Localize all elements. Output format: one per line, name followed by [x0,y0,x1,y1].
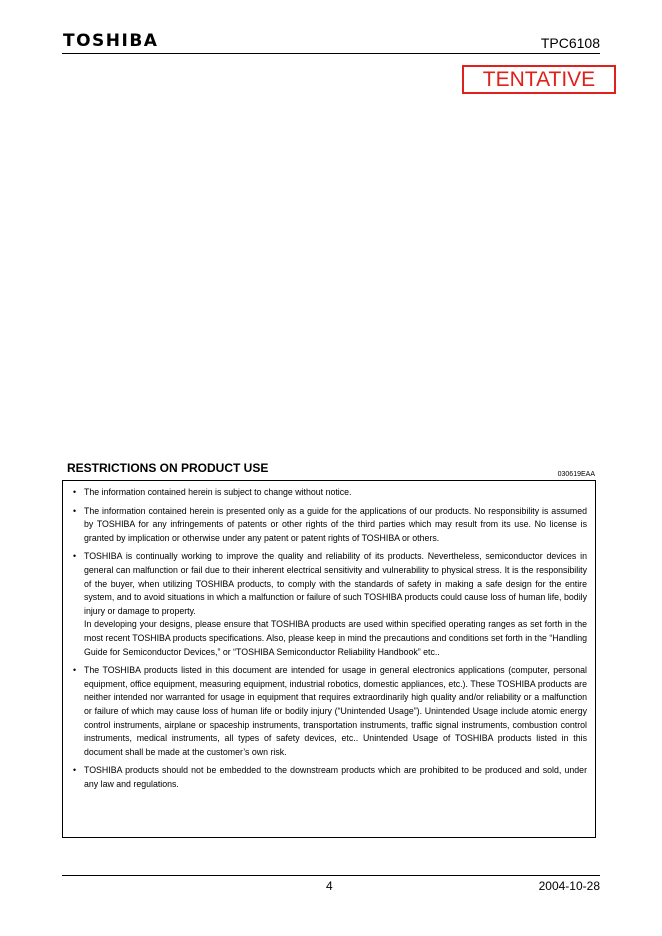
bullet-icon: • [73,765,77,776]
restrictions-box [62,480,596,838]
bullet-icon: • [73,551,77,562]
footer-divider [62,875,600,876]
bullet-icon: • [73,487,77,497]
restriction-item [73,486,587,500]
restriction-item [73,664,587,759]
restriction-text: The information contained herein is subject to change without notice. [84,487,352,497]
bullet-icon: • [73,665,77,676]
document-date: 2004-10-28 [538,879,600,893]
bullet-icon: • [73,505,77,516]
restriction-item [73,764,587,791]
restriction-text: The TOSHIBA products listed in this document are intended for usage in general electronics applications (computer, personal equipment, office equipment, measuring equipment, industrial robotics, domestic appliances, etc.). These TOSHIBA products are neither intended nor warranted for usage in equipment that requires extraordinarily high quality and/or reliability or a malfunction or failure of which may cause loss of human life or bodily injury (“Unintended Usage”). Unintended Usage include atomic energy control instruments, airplane or spaceship instruments, transportation instruments, traffic signal instruments, combustion control instruments, medical instruments, all types of safety devices, etc.. Unintended Usage of TOSHIBA products listed in this document shall be made at the customer’s own risk. [84,665,587,757]
restriction-text: TOSHIBA products should not be embedded to the downstream products which are prohibited to be produced and sold, under any law and regulations. [84,765,587,789]
restrictions-title: RESTRICTIONS ON PRODUCT USE [67,461,269,475]
tentative-stamp: TENTATIVE [462,65,616,94]
restriction-item [73,550,587,659]
header-divider [62,53,600,54]
restriction-text: TOSHIBA is continually working to improve the quality and reliability of its products. Nevertheless, semiconductor devices in general can malfunction or fail due to their inherent electrical sensitivity and vulnerability to physical stress. It is the responsibility of the buyer, when utilizing TOSHIBA products, to comply with the standards of safety in making a safe design for the entire system, and to avoid situations in which a malfunction or failure of such TOSHIBA products could cause loss of human life, bodily injury or damage to property. [84,551,587,616]
restriction-text: In developing your designs, please ensure that TOSHIBA products are used within specified operating ranges as set forth in the most recent TOSHIBA products specifications. Also, please keep in mind the precautions and conditions set forth in the “Handling Guide for Semiconductor Devices,” or “TOSHIBA Semiconductor Reliability Handbook” etc.. [84,619,587,657]
toshiba-logo: TOSHIBA [63,31,159,51]
restriction-item [73,505,587,546]
page-number: 4 [326,879,333,893]
restriction-text: The information contained herein is presented only as a guide for the applications of our products. No responsibility is assumed by TOSHIBA for any infringements of patents or other rights of the third parties which may result from its use. No license is granted by implication or otherwise under any patent or patent rights of TOSHIBA or others. [84,505,587,543]
restrictions-list [73,486,587,791]
part-number: TPC6108 [540,35,600,51]
restrictions-code: 030619EAA [557,471,595,478]
